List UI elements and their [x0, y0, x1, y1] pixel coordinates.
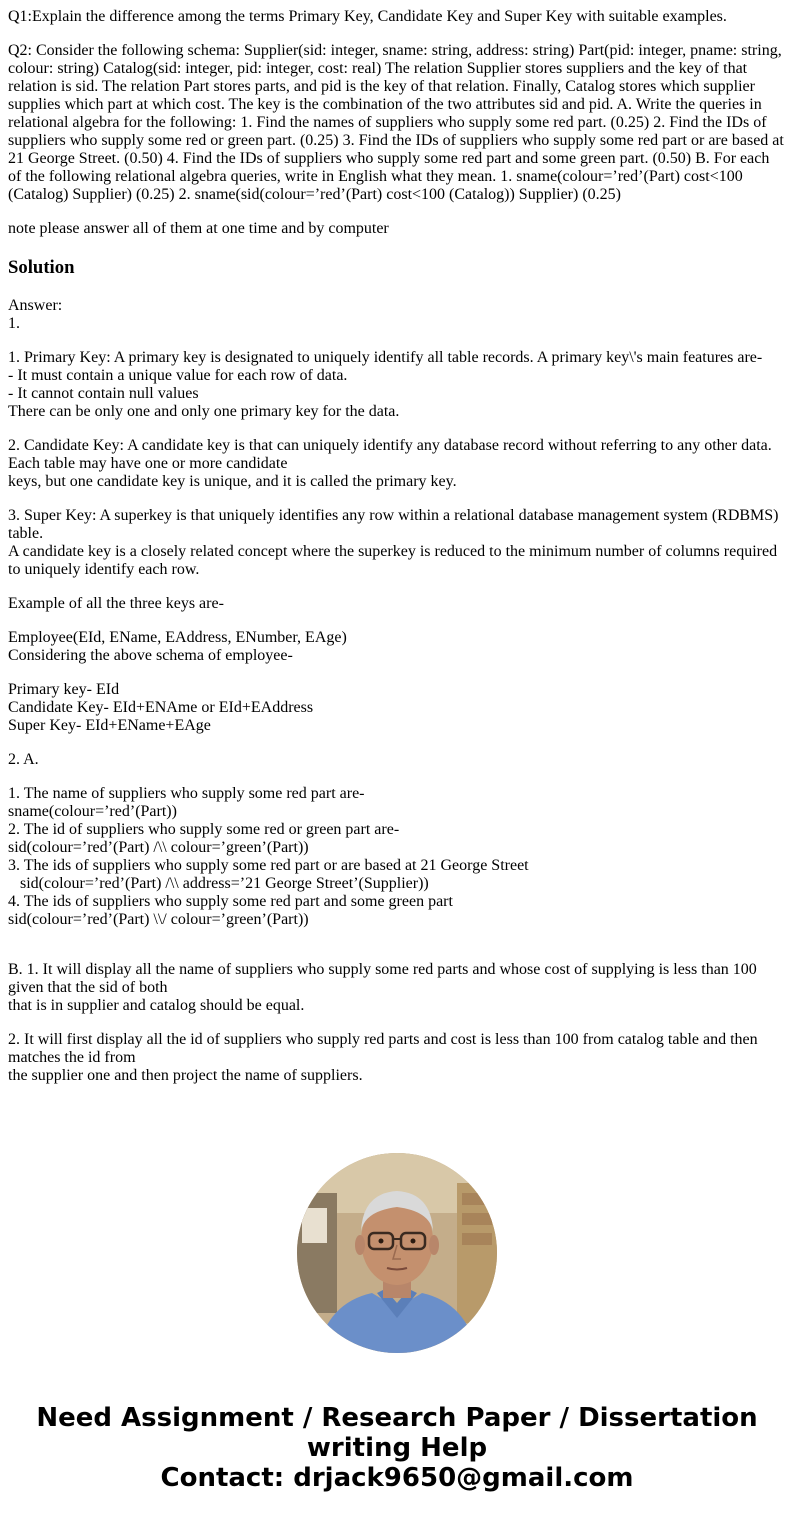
- super-key-line: 3. Super Key: A superkey is that uniquely identifies any row within a relational database management system (RDBMS) table.: [8, 507, 783, 542]
- part-2a-line: 4. The ids of suppliers who supply some red part and some green part: [8, 893, 453, 910]
- question-2: Q2: Consider the following schema: Supplier(sid: integer, sname: string, address: string) Part(pid: integer, pname: string, colour: string) Catalog(sid: integer, pid: integer, cost: real) The relation Supplier stores suppliers and the key of that relation is sid. The relation Part stores parts, and pid is the key of that relation. Finally, Catalog stores which supplier supplies which part at which cost. The key is the combination of the two attributes sid and pid. A. Write the queries in relational algebra for the following: 1. Find the names of suppliers who supply some red part. (0.25) 2. Find the IDs of suppliers who supply some red or green part. (0.25) 3. Find the IDs of suppliers who supply some red part or are based at 21 George Street. (0.50) 4. Find the IDs of suppliers who supply some red part and some green part. (0.50) B. For each of the following relational algebra queries, write in English what they mean. 1. sname(colour=’red’(Part) cost<100 (Catalog) Supplier) (0.25) 2. sname(sid(colour=’red’(Part) cost<100 (Catalog)) Supplier) (0.25): [8, 42, 784, 203]
- part-2a-line: sname(colour=’red’(Part)): [8, 803, 177, 820]
- part-2a-line: 1. The name of suppliers who supply some red part are-: [8, 785, 365, 802]
- example-schema-line: Considering the above schema of employee-: [8, 647, 293, 664]
- example-key-line: Candidate Key- EId+ENAme or EId+EAddress: [8, 699, 314, 716]
- promo-contact: Contact: drjack9650@gmail.com: [160, 1463, 634, 1493]
- question-note: note please answer all of them at one time and by computer: [8, 220, 389, 237]
- part-2a-line: sid(colour=’red’(Part) /\\ address=’21 George Street’(Supplier)): [8, 875, 429, 892]
- primary-key-line: - It cannot contain null values: [8, 385, 199, 402]
- part-1-label: 1.: [8, 315, 20, 332]
- example-key-line: Primary key- EId: [8, 681, 120, 698]
- part-2a-label: 2. A.: [8, 751, 39, 768]
- super-key-line: A candidate key is a closely related concept where the superkey is reduced to the minimum number of columns required to uniquely identify each row.: [8, 543, 782, 578]
- part-2a-line: 2. The id of suppliers who supply some red or green part are-: [8, 821, 400, 838]
- part-2b-1-line: B. 1. It will display all the name of suppliers who supply some red parts and whose cost of supplying is less than 100 given that the sid of both: [8, 961, 761, 996]
- question-1: Q1:Explain the difference among the terms Primary Key, Candidate Key and Super Key with suitable examples.: [8, 8, 727, 25]
- primary-key-line: There can be only one and only one primary key for the data.: [8, 403, 400, 420]
- example-key-line: Super Key- EId+EName+EAge: [8, 717, 211, 734]
- answer-block: [8, 297, 786, 1085]
- part-2b-2-line: 2. It will first display all the id of suppliers who supply red parts and cost is less than 100 from catalog table and then matches the id from: [8, 1031, 762, 1066]
- candidate-key-line: 2. Candidate Key: A candidate key is that can uniquely identify any database record without referring to any other data. Each table may have one or more candidate: [8, 437, 776, 472]
- primary-key-line: 1. Primary Key: A primary key is designated to uniquely identify all table records. A primary key\'s main features are-: [8, 349, 763, 366]
- promo-line-2: writing Help: [306, 1433, 488, 1463]
- part-2a-line: sid(colour=’red’(Part) /\\ colour=’green’(Part)): [8, 839, 309, 856]
- author-avatar: [297, 1153, 497, 1353]
- part-2a-line: sid(colour=’red’(Part) \\/ colour=’green’(Part)): [8, 911, 309, 928]
- candidate-key-line: keys, but one candidate key is unique, and it is called the primary key.: [8, 473, 457, 490]
- part-2b-2-line: the supplier one and then project the name of suppliers.: [8, 1067, 363, 1084]
- example-intro: Example of all the three keys are-: [8, 595, 224, 612]
- solution-heading: Solution: [8, 257, 75, 278]
- primary-key-line: - It must contain a unique value for each row of data.: [8, 367, 348, 384]
- part-2b-1-line: that is in supplier and catalog should be equal.: [8, 997, 305, 1014]
- answer-label: Answer:: [8, 297, 63, 314]
- example-schema-line: Employee(EId, EName, EAddress, ENumber, EAge): [8, 629, 347, 646]
- promo-line-1: Need Assignment / Research Paper / Dissertation: [36, 1403, 758, 1433]
- portrait-image: [297, 1153, 497, 1353]
- part-2a-line: 3. The ids of suppliers who supply some red part or are based at 21 George Street: [8, 857, 529, 874]
- promo-banner: [0, 1403, 794, 1493]
